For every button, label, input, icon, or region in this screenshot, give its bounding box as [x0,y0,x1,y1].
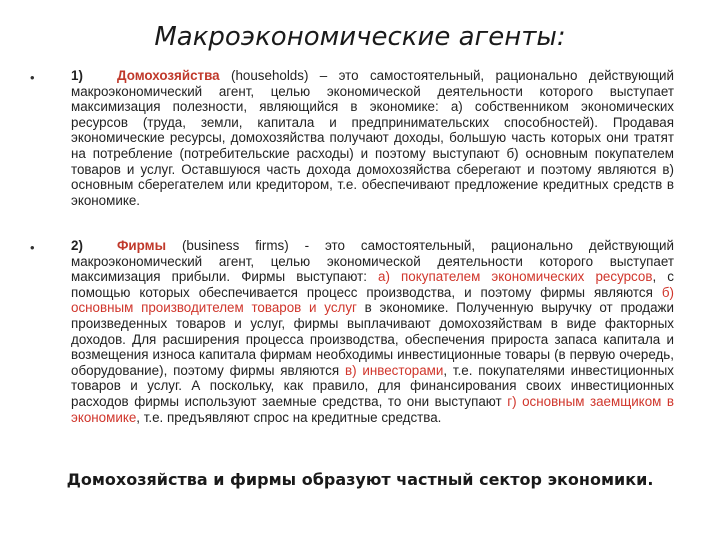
firms-role-producer: б) основным производителем товаров и услуг [71,284,674,316]
firms-role-borrower: г) основным заемщиком в экономике [71,393,674,425]
firms-text-2: , с помощью которых обеспечивается процесс производства, и поэтому фирмы являются [71,269,674,300]
slide-conclusion: Домохозяйства и фирмы образуют частный сектор экономики. [66,470,654,489]
term-households: Домохозяйства [117,68,220,83]
bullet-marker: • [30,70,35,85]
item-firms [71,238,674,425]
firms-role-investor: в) инвесторами [344,362,444,378]
term-firms: Фирмы [117,238,167,253]
item-number: 2) [71,238,83,253]
households-description: (households) – это самостоятельный, рационально действующий макроэкономический агент, целью экономической деятельности которого выступает максимизация полезности, являющийся в экономике: а) собственником экономических ресурсов (труда, земли, капитала и предпринимательских способностей). Продавая экономические ресурсы, домохозяйства получают доходы, большую часть которых они тратят на потребление (потребительские расходы) и поэтому выступают б) основным покупателем товаров и услуг. Оставшуюся часть дохода домохозяйства сберегают и поэтому являются в) основным сберегателем или кредитором, т.е. обеспечивают предложение кредитных средств в экономике. [71,68,674,208]
item-number: 1) [71,68,83,83]
slide-title: Макроэкономические агенты: [154,22,566,52]
firms-text-3: в экономике. Полученную выручку от продажи произведенных товаров и услуг, фирмы выплачивают домохозяйствам в виде факторных доходов. Для расширения процесса производства, обеспечения прироста запаса капитала и возмещения износа капитала фирмам необходимы инвестиционные товары (в первую очередь, оборудование), поэтому фирмы являются [71,300,674,378]
firms-text-5: , т.е. предъявляют спрос на кредитные средства. [136,409,442,425]
firms-text-1: (business firms) - это самостоятельный, рационально действующий макроэкономический агент, целью экономической деятельности которого выступает максимизация прибыли. Фирмы выступают: [71,238,674,285]
item-households [71,68,674,208]
firms-role-buyer: а) покупателем экономических ресурсов [378,269,653,285]
bullet-marker: • [30,240,35,255]
firms-text-4: , т.е. покупателями инвестиционных товаров и услуг. А поскольку, как правило, для финансирования своих инвестиционных расходов фирмы используют заемные средства, то они выступают [71,362,674,409]
